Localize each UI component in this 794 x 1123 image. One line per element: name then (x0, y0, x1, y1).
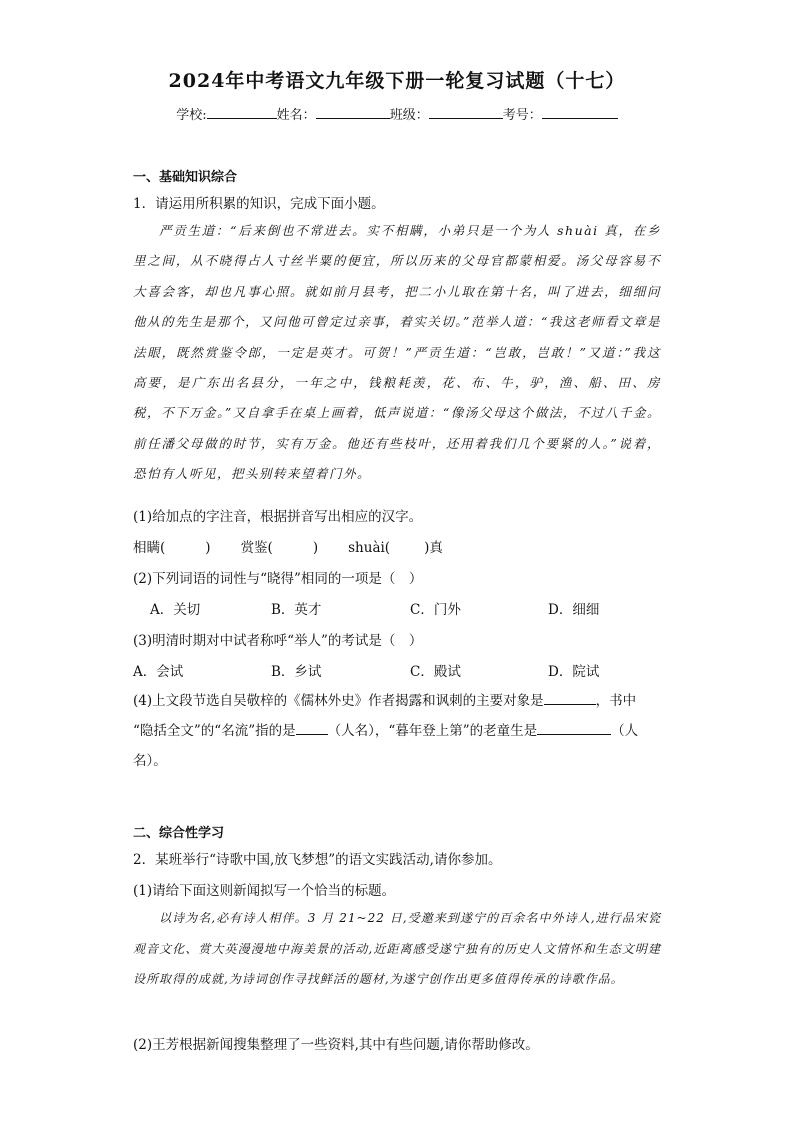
sub3-option-c[interactable]: C．殿试 (410, 664, 461, 680)
student-info-row (0, 104, 794, 123)
paren-close-3: )真 (424, 540, 443, 556)
q1-sub2: (2)下列词语的词性与“晓得”相同的一项是（ ） (133, 571, 423, 587)
sub4-blank-2[interactable] (296, 722, 328, 735)
school-field[interactable] (207, 106, 277, 119)
q1-sub3: (3)明清时期对中试者称呼“举人”的考试是（ ） (133, 633, 423, 649)
paren-close-1: ) (205, 540, 211, 556)
q1-sub1-items (133, 536, 443, 556)
q2-sub1: (1)请给下面这则新闻拟写一个恰当的标题。 (133, 883, 396, 899)
exam-no-label: 考号： (502, 108, 542, 123)
sub3-option-d[interactable]: D．院试 (548, 664, 600, 680)
sub4-blank-3[interactable] (537, 722, 611, 735)
page-title: 2024年中考语文九年级下册一轮复习试题（十七） (168, 70, 626, 92)
sub4-text-b: ，书中 (595, 693, 637, 709)
school-label: 学校: (176, 108, 207, 123)
q1-sub4 (133, 686, 673, 776)
sub2-option-a[interactable]: A．关切 (150, 602, 201, 618)
class-field[interactable] (429, 106, 503, 119)
news-passage: 以诗为名,必有诗人相伴。3 月 21~22 日,受邀来到遂宁的百余名中外诗人,进行品宋瓷观音文化、赏大英漫漫地中海美景的活动,近距离感受遂宁独有的历史人文情怀和生态文明建设所取得的成就,为诗词创作寻找鲜活的题材,为遂宁创作出更多值得传承的诗歌作品。 (133, 911, 661, 986)
name-label: 姓名： (276, 108, 316, 123)
sub3-option-a[interactable]: A．会试 (133, 664, 184, 680)
sub2-option-c[interactable]: C．门外 (410, 602, 461, 618)
sub3-option-b[interactable]: B．乡试 (271, 664, 322, 680)
sub4-blank-1[interactable] (544, 692, 596, 705)
sub2-option-b[interactable]: B．英才 (271, 602, 322, 618)
reading-passage: 严贡生道：“后来倒也不常进去。实不相瞒，小弟只是一个为人 shuài 真，在乡里之间，从不晓得占人寸丝半粟的便宜，所以历来的父母官都蒙相爱。汤父母容易不大喜会客，却也凡事心照。就如前月县考，把二小儿取在第十名，叫了进去，细细问他从的先生是那个，又问他可曾定过亲事，着实关切。”范举人道：“我这老师看文章是法眼，既然赏鉴令郎，一定是英才。可贺！”严贡生道：“岂敢，岂敢！”又道：”我这高要，是广东出名县分，一年之中，钱粮耗羡，花、布、牛，驴，渔、船、田、房税，不下万金。”又自拿手在桌上画着，低声说道：“像汤父母这个做法，不过八千金。前任潘父母做的时节，实有万金。他还有些枝叶，还用着我们几个要紧的人。”说着，恐怕有人听见，把头别转来望着门外。 (133, 223, 661, 482)
item-shuai: shuài( (348, 540, 391, 556)
item-xiangman: 相瞒( (133, 540, 166, 556)
paren-close-2: ) (312, 540, 319, 556)
q1-sub1: (1)给加点的字注音，根据拼音写出相应的汉字。 (133, 509, 423, 525)
sub4-text-d: （人名），“暮年登上第”的老童生是 (327, 723, 538, 739)
q1-prompt: 1．请运用所积累的知识，完成下面小题。 (133, 196, 385, 212)
exam-no-field[interactable] (542, 106, 618, 119)
q2-prompt: 2．某班举行“诗歌中国,放飞梦想”的语文实践活动,请你参加。 (133, 852, 502, 868)
class-label: 班级： (389, 108, 429, 123)
sub2-option-d[interactable]: D．细细 (548, 602, 600, 618)
sub4-text-e: （人 (611, 723, 639, 739)
item-shangjian: 赏鉴( (240, 540, 273, 556)
name-field[interactable] (316, 106, 390, 119)
sub4-text-f: 名）。 (133, 753, 167, 769)
q2-sub2: (2)王芳根据新闻搜集整理了一些资料,其中有些问题,请你帮助修改。 (133, 1037, 539, 1053)
sub4-text-c: “隐括全文”的“名流”指的是 (133, 723, 296, 739)
sub4-text-a: (4)上文段节选自吴敬梓的《儒林外史》作者揭露和讽刺的主要对象是 (133, 693, 544, 709)
section1-heading: 一、基础知识综合 (133, 170, 238, 185)
section2-heading: 二、综合性学习 (133, 826, 225, 841)
